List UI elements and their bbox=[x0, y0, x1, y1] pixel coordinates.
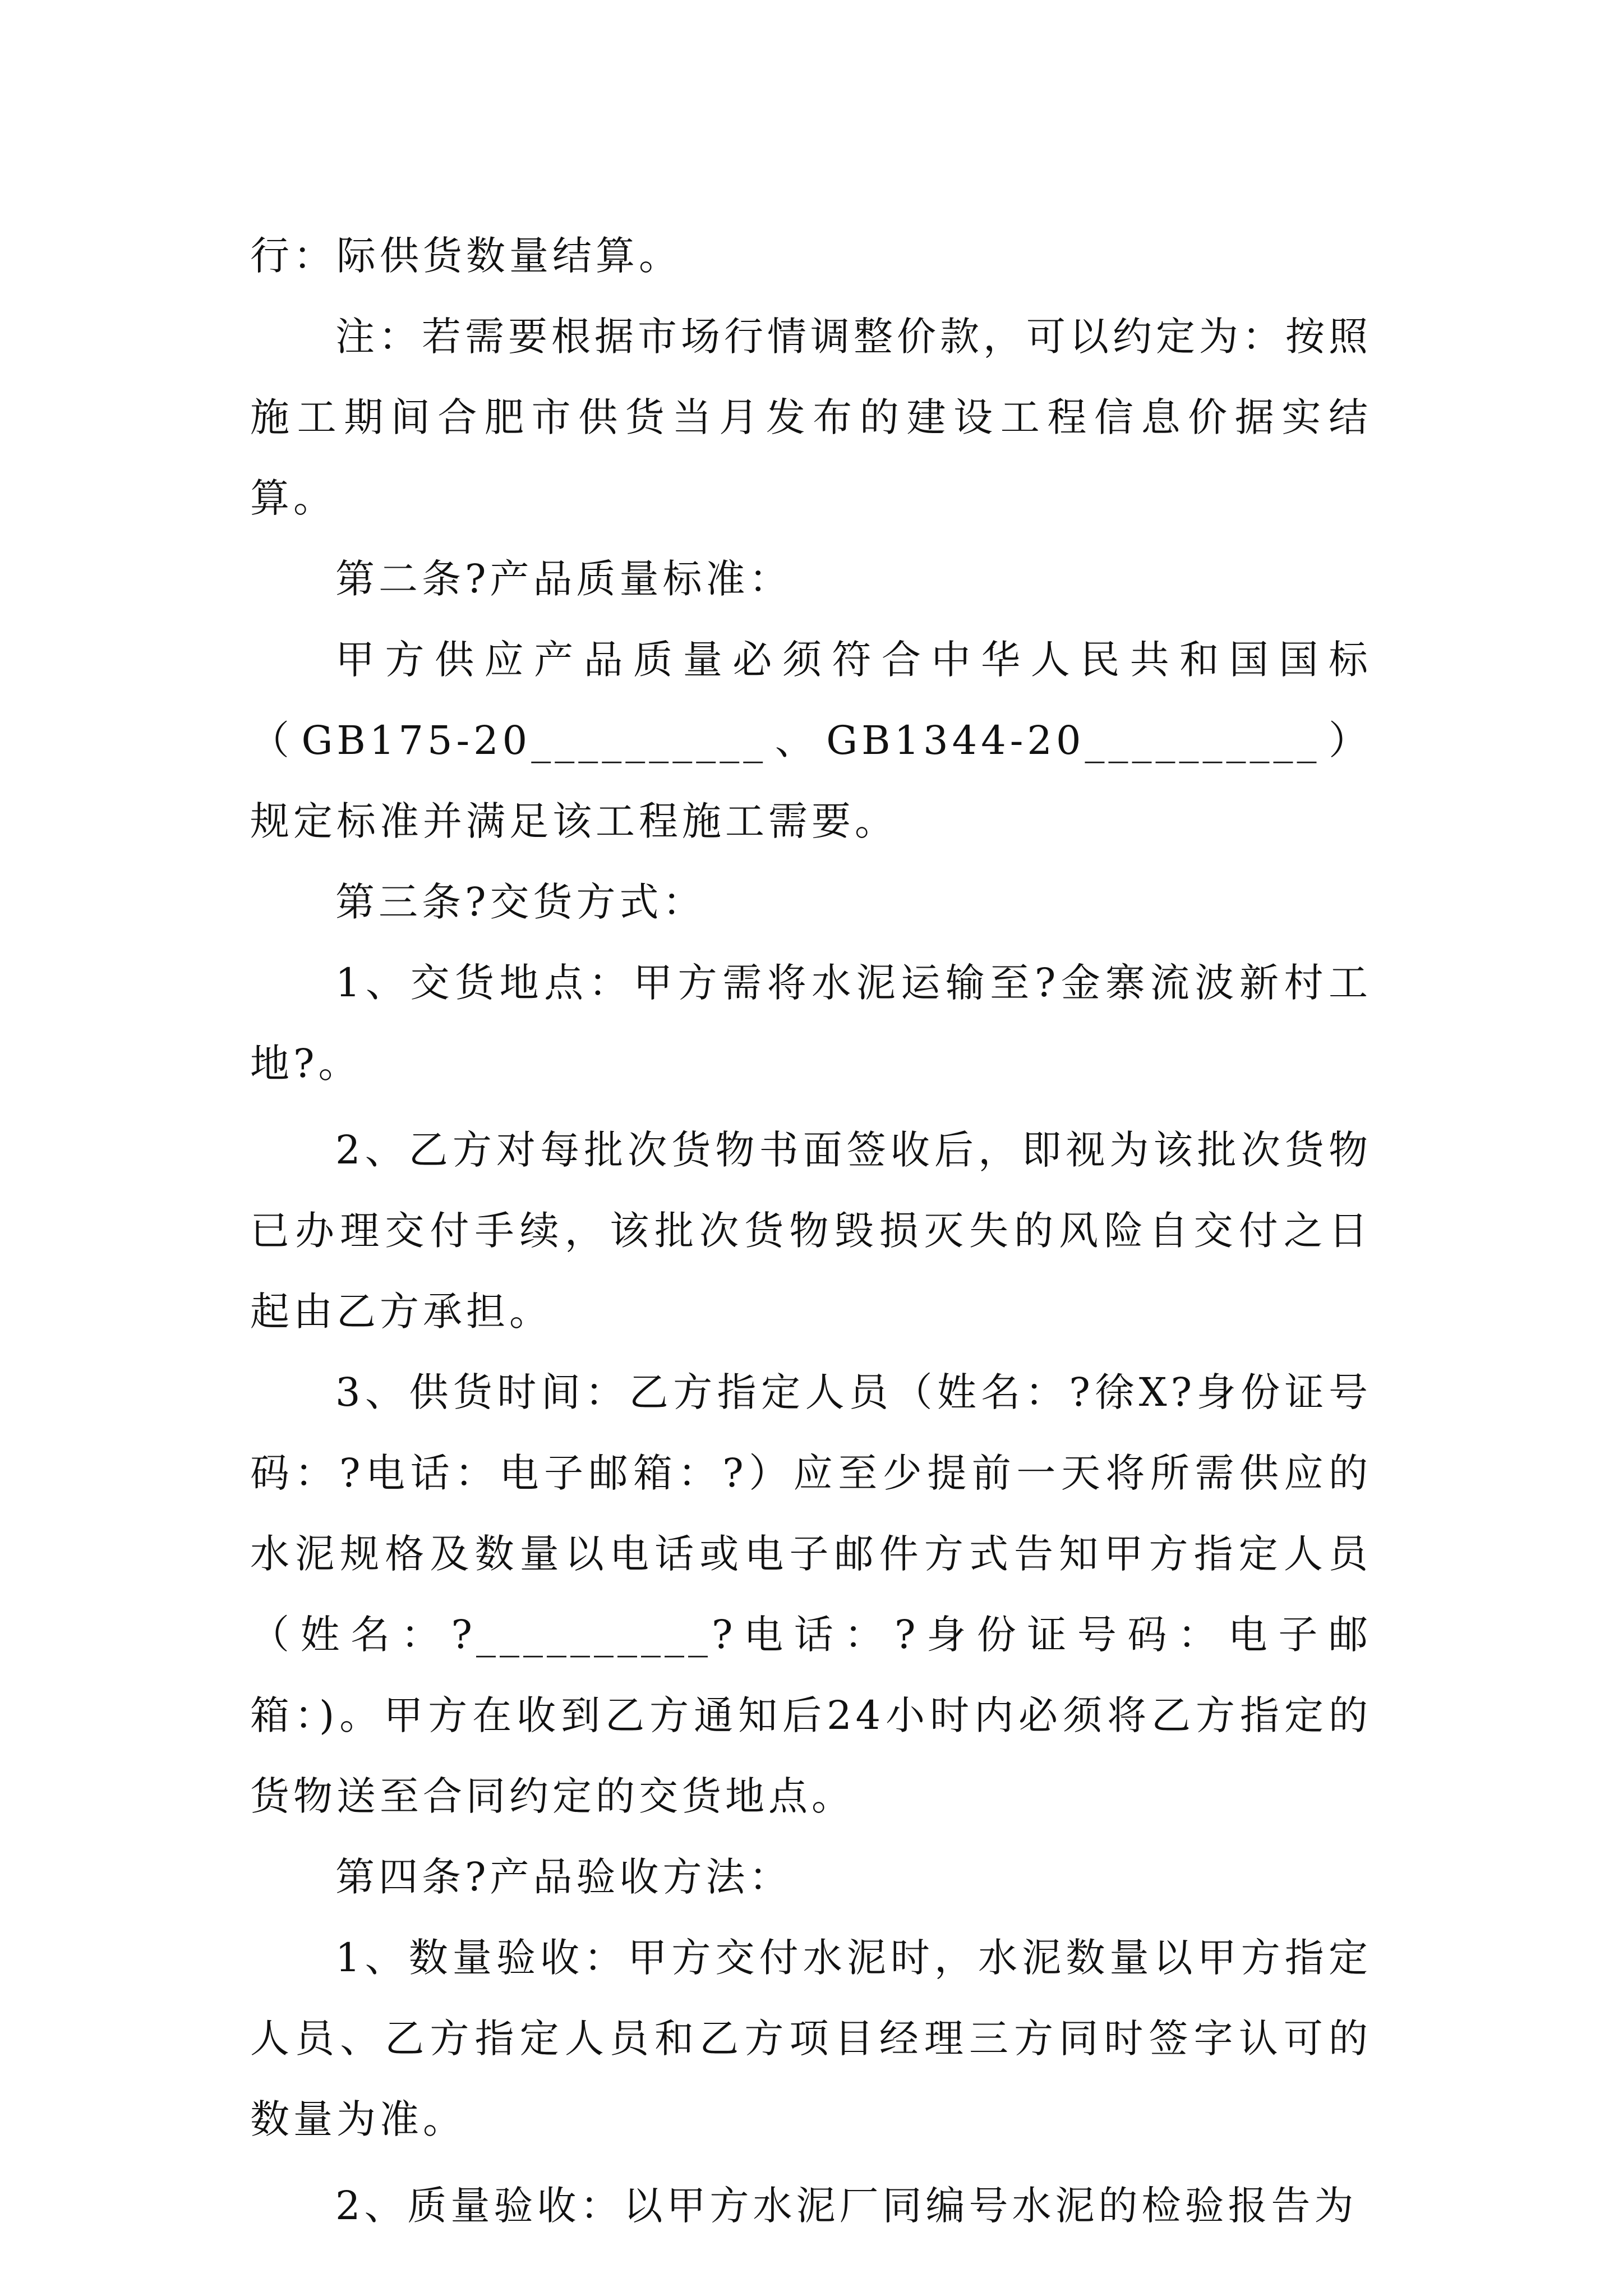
heading-article-4-acceptance-method: 第四条?产品验收方法： bbox=[335, 1854, 792, 1900]
paragraph-quality-acceptance: 2、质量验收：以甲方水泥厂同编号水泥的检验报告为 bbox=[335, 2183, 1358, 2229]
paragraph-quantity-acceptance: 1、数量验收：甲方交付水泥时，水泥数量以甲方指定人员、乙方指定人员和乙方项目经理三方同时签字认可的数量为准。 bbox=[250, 1935, 1372, 2142]
paragraph-price-adjustment-note: 注：若需要根据市场行情调整价款，可以约定为：按照施工期间合肥市供货当月发布的建设工程信息价据实结算。 bbox=[250, 314, 1372, 521]
paragraph-delivery-risk: 2、乙方对每批次货物书面签收后，即视为该批次货物已办理交付手续，该批次货物毁损灭失的风险自交付之日起由乙方承担。 bbox=[250, 1127, 1372, 1335]
document-body bbox=[250, 215, 1372, 2246]
paragraph-supply-time: 3、供货时间：乙方指定人员（姓名：?徐X?身份证号码：?电话：电子邮箱：?）应至少提前一天将所需供应的水泥规格及数量以电话或电子邮件方式告知甲方指定人员（姓名：?__________?电话：?身份证号码：电子邮箱：)。甲方在收到乙方通知后24小时内必须将乙方指定的货物送至合同约定的交货地点。 bbox=[250, 1369, 1372, 1819]
heading-article-3-delivery-method: 第三条?交货方式： bbox=[335, 879, 706, 925]
heading-article-2-quality-standard: 第二条?产品质量标准： bbox=[335, 556, 792, 602]
paragraph-delivery-location: 1、交货地点：甲方需将水泥运输至?金寨流波新村工地?。 bbox=[250, 960, 1372, 1087]
paragraph-quality-standard: 甲方供应产品质量必须符合中华人民共和国国标（GB175-20__________、GB1344-20__________）规定标准并满足该工程施工需要。 bbox=[250, 637, 1372, 844]
paragraph-settlement-continuation: 行：际供货数量结算。 bbox=[250, 233, 682, 279]
